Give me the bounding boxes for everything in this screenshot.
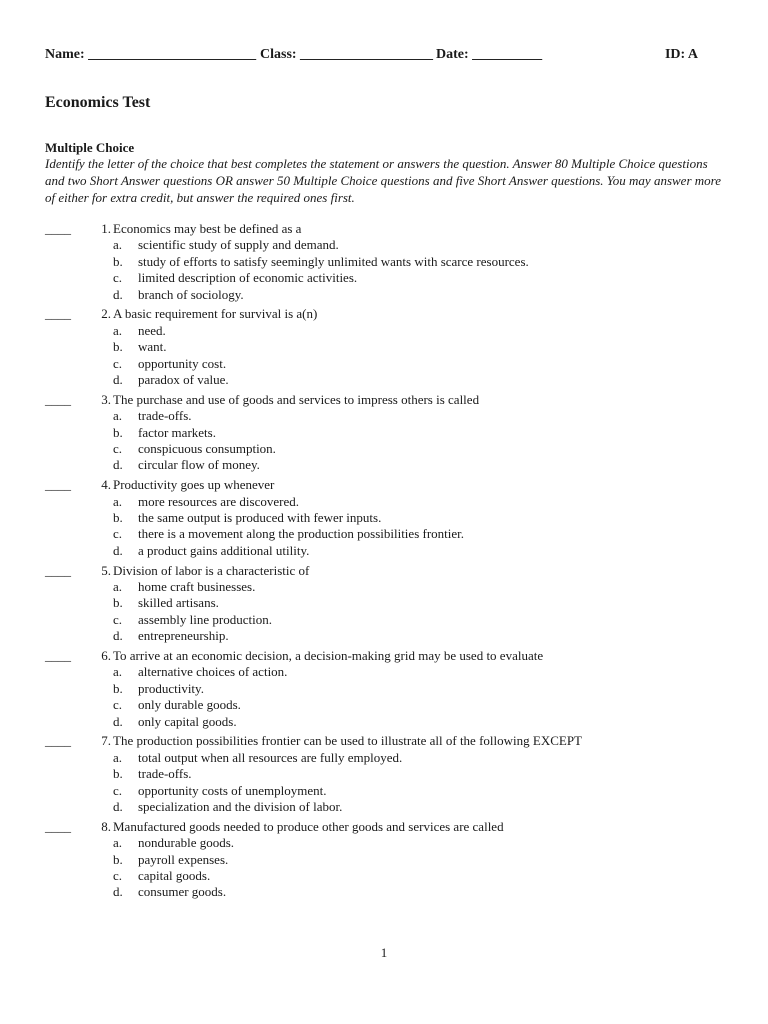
- date-field: Date: __________: [436, 47, 543, 62]
- option-text: study of efforts to satisfy seemingly unlimited wants with scarce resources.: [138, 253, 529, 269]
- page-number: 1: [380, 945, 388, 960]
- option-text: scientific study of supply and demand.: [138, 237, 339, 253]
- question-text: Division of labor is a characteristic of: [113, 562, 310, 578]
- option-text: limited description of economic activities.: [138, 270, 358, 286]
- question-item: [45, 306, 735, 391]
- question-text: To arrive at an economic decision, a decision-making grid may be used to evaluate: [113, 647, 544, 663]
- option-text: productivity.: [138, 680, 204, 696]
- option-letter: d.: [113, 713, 123, 729]
- option-text: assembly line production.: [138, 611, 272, 627]
- option-text: total output when all resources are fully employed.: [138, 749, 403, 765]
- option-text: nondurable goods.: [138, 835, 235, 851]
- question-text: The purchase and use of goods and services to impress others is called: [113, 391, 480, 407]
- name-field: Name: ________________________: [45, 47, 257, 62]
- option-letter: c.: [113, 355, 123, 371]
- option-text: conspicuous consumption.: [138, 440, 276, 456]
- question-item: [45, 563, 735, 648]
- question-number: 7.: [101, 733, 111, 749]
- option-letter: b.: [113, 766, 123, 782]
- option-letter: b.: [113, 595, 123, 611]
- option-letter: a.: [113, 749, 123, 765]
- question-number: 1.: [101, 221, 111, 236]
- option-letter: a.: [113, 664, 123, 680]
- id-field: ID: A: [664, 47, 698, 62]
- option-text: home craft businesses.: [138, 578, 256, 594]
- option-text: specialization and the division of labor.: [138, 798, 343, 814]
- question-number: 6.: [101, 647, 111, 663]
- option-letter: a.: [113, 322, 123, 338]
- section-title: Multiple Choice: [45, 140, 135, 155]
- answer-blank[interactable]: ____: [45, 306, 71, 322]
- question-text: Productivity goes up whenever: [113, 477, 275, 493]
- page-header: [45, 47, 698, 65]
- section-instructions: Identify the letter of the choice that best completes the statement or answers the question. Answer 80 Multiple Choice questions and two Short Answer questions OR answer 50 Multiple Choice questions and five Short Answer questions. You may answer more of either for extra credit, but answer the required ones first.: [45, 156, 721, 205]
- option-letter: d.: [113, 457, 123, 473]
- question-text: Economics may best be defined as a: [113, 221, 302, 236]
- option-letter: b.: [113, 339, 123, 355]
- question-item: [45, 477, 735, 562]
- option-letter: c.: [113, 440, 123, 456]
- option-letter: a.: [113, 578, 123, 594]
- option-text: opportunity cost.: [138, 355, 227, 371]
- page-title: Economics Test: [45, 94, 151, 111]
- option-text: consumer goods.: [138, 884, 227, 900]
- answer-blank[interactable]: ____: [45, 818, 71, 834]
- option-letter: c.: [113, 782, 123, 798]
- option-text: opportunity costs of unemployment.: [138, 782, 327, 798]
- option-text: there is a movement along the production possibilities frontier.: [138, 526, 465, 542]
- answer-blank[interactable]: ____: [45, 647, 71, 663]
- option-text: payroll expenses.: [138, 851, 229, 867]
- question-number: 5.: [101, 562, 111, 578]
- option-letter: c.: [113, 611, 123, 627]
- option-letter: a.: [113, 835, 123, 851]
- option-letter: b.: [113, 851, 123, 867]
- option-letter: a.: [113, 408, 123, 424]
- option-text: entrepreneurship.: [138, 628, 229, 644]
- answer-blank[interactable]: ____: [45, 391, 71, 407]
- option-text: a product gains additional utility.: [138, 542, 310, 558]
- question-number: 3.: [101, 391, 111, 407]
- option-text: need.: [138, 322, 166, 338]
- option-text: capital goods.: [138, 867, 211, 883]
- option-text: only durable goods.: [138, 697, 241, 713]
- question-number: 8.: [101, 818, 111, 834]
- option-text: want.: [138, 339, 167, 355]
- option-text: factor markets.: [138, 424, 216, 440]
- option-letter: b.: [113, 509, 123, 525]
- option-letter: b.: [113, 680, 123, 696]
- question-list: [45, 221, 735, 904]
- option-letter: d.: [113, 542, 123, 558]
- question-number: 2.: [101, 306, 111, 322]
- question-item: [45, 648, 735, 733]
- question-item: [45, 392, 735, 477]
- option-text: alternative choices of action.: [138, 664, 288, 680]
- option-letter: d.: [113, 798, 123, 814]
- question-item: [45, 221, 735, 306]
- question-item: [45, 733, 735, 818]
- option-letter: b.: [113, 424, 123, 440]
- answer-blank[interactable]: ____: [45, 477, 71, 493]
- option-text: trade-offs.: [138, 766, 192, 782]
- option-text: the same output is produced with fewer inputs.: [138, 509, 382, 525]
- question-text: The production possibilities frontier can be used to illustrate all of the following EXCEPT: [113, 733, 582, 749]
- option-text: trade-offs.: [138, 408, 192, 424]
- option-text: skilled artisans.: [138, 595, 219, 611]
- option-letter: c.: [113, 867, 123, 883]
- option-letter: d.: [113, 884, 123, 900]
- answer-blank[interactable]: ____: [45, 221, 71, 236]
- option-letter: c.: [113, 270, 123, 286]
- option-letter: a.: [113, 493, 123, 509]
- option-letter: b.: [113, 253, 123, 269]
- option-text: more resources are discovered.: [138, 493, 299, 509]
- question-item: [45, 819, 735, 904]
- option-text: paradox of value.: [138, 371, 229, 387]
- option-letter: c.: [113, 697, 123, 713]
- class-field: Class: ___________________: [260, 47, 434, 62]
- option-letter: c.: [113, 526, 123, 542]
- option-text: branch of sociology.: [138, 286, 244, 302]
- question-number: 4.: [101, 477, 111, 493]
- option-letter: a.: [113, 237, 123, 253]
- answer-blank[interactable]: ____: [45, 562, 71, 578]
- option-letter: d.: [113, 286, 123, 302]
- answer-blank[interactable]: ____: [45, 733, 71, 749]
- option-letter: d.: [113, 628, 123, 644]
- question-text: Manufactured goods needed to produce other goods and services are called: [113, 818, 504, 834]
- option-text: circular flow of money.: [138, 457, 260, 473]
- option-letter: d.: [113, 371, 123, 387]
- option-text: only capital goods.: [138, 713, 237, 729]
- question-text: A basic requirement for survival is a(n): [113, 306, 318, 322]
